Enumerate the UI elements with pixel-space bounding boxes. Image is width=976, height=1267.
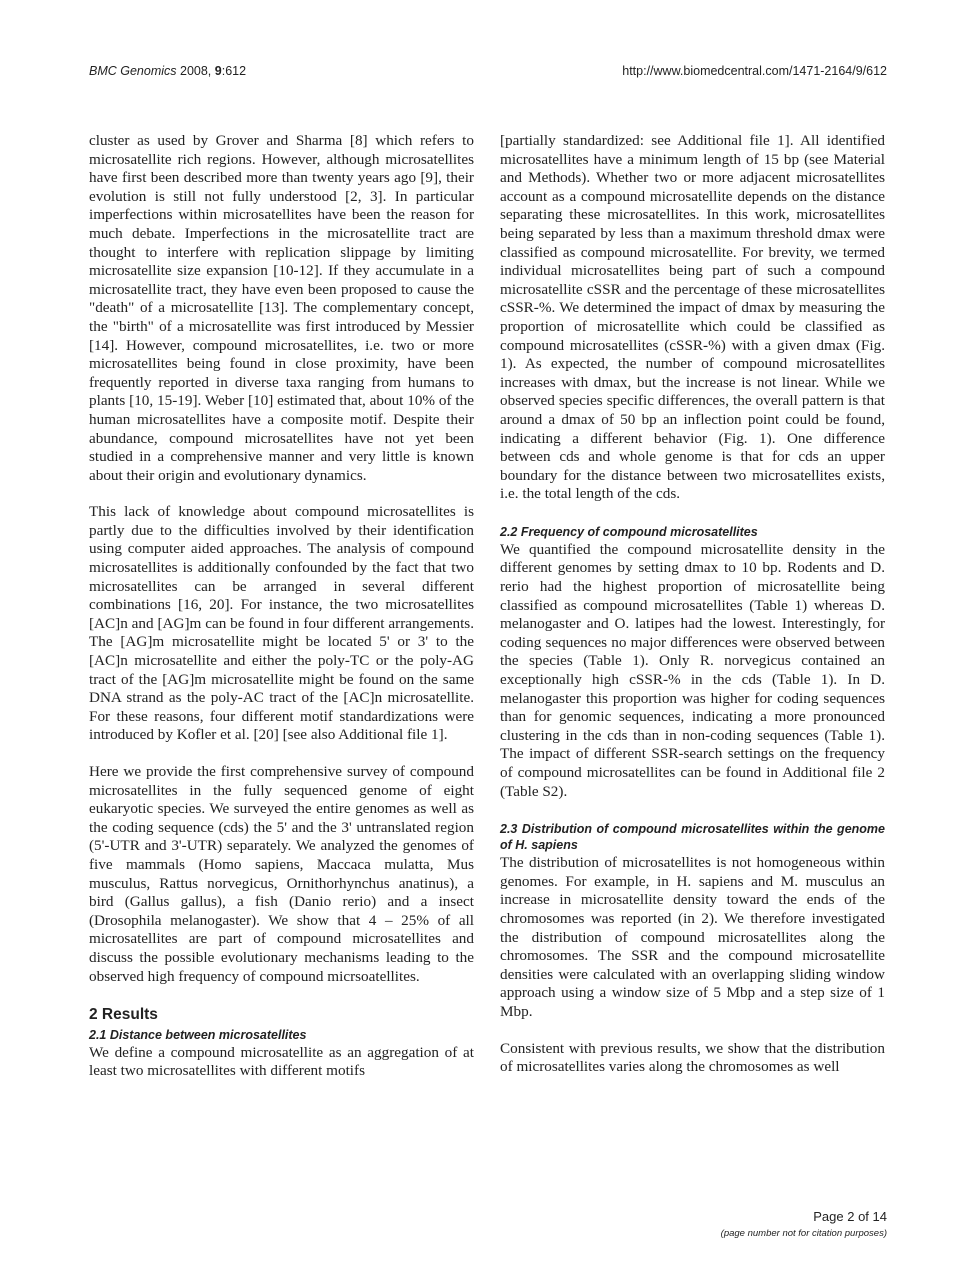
journal-citation	[89, 64, 246, 78]
paragraph: cluster as used by Grover and Sharma [8] which refers to microsatellite rich regions. However, although microsatellites have first been described more than twenty years ago [9], their evolution is still not fully understood [2, 3]. In particular imperfections within microsatellites have been the reason for much debate. Imperfections in the microsatellite tract are thought to interfere with replication slippage by limiting microsatellite size expansion [10-12]. If they accumulate in a microsatellite tract, they have even been proposed to cause the "death" of a microsatellite [13]. The complementary concept, the "birth" of a microsatellite was first introduced by Messier [14]. However, compound microsatellites, i.e. two or more microsatellites being found in close proximity, have been frequently reported in diverse taxa ranging from humans to plants [10, 15-19]. Weber [10] estimated that, about 10% of the human microsatellites have a composite motif. Despite their abundance, compound microsatellites have not yet been studied in a comprehensive manner and very little is known about their origin and evolutionary dynamics.	[89, 132, 474, 484]
citation-note: (page number not for citation purposes)	[720, 1228, 887, 1239]
right-column	[500, 132, 885, 1095]
article-url[interactable]: http://www.biomedcentral.com/1471-2164/9/612	[622, 64, 887, 78]
paragraph: The distribution of microsatellites is not homogeneous within genomes. For example, in H. sapiens and M. musculus an increase in microsatellite density toward the ends of the chromosomes was reported (in 2). We therefore investigated the distribution of compound microsatellites along the chromosomes. The SSR and the compound microsatellite densities were calculated with an overlapping sliding window approach using a window size of 5 Mbp and a step size of 1 Mbp.	[500, 854, 885, 1020]
page-header	[89, 64, 887, 82]
paragraph: We define a compound microsatellite as an aggregation of at least two microsatellites with different motifs	[89, 1043, 474, 1080]
paragraph: We quantified the compound microsatellite density in the different genomes by setting dmax to 10 bp. Rodents and D. rerio had the highest proportion of microsatellite being classified as compound microsatellites (Table 1) whereas D. melanogaster and O. latipes had the lowest. Interestingly, for coding sequences no major differences were observed between the species (Table 1). Only R. norvegicus contained an exceptionally high cSSR-% in the cds (Table 1). In D. melanogaster this proportion was higher for coding sequences than for genomic sequences, indicating a more pronounced clustering in the cds than in non-coding sequences (Table 1). The impact of different SSR-search settings on the frequency of compound microsatellites can be found in Additional file 2 (Table S2).	[500, 540, 885, 800]
section-title-results: 2 Results	[89, 1006, 158, 1024]
page-footer	[721, 1209, 887, 1239]
paragraph: [partially standardized: see Additional file 1]. All identified microsatellites have a minimum length of 15 bp (see Material and Methods). Whether two or more adjacent microsatellites account as a compound microsatellite depends on the distance separating these microsatellites. In this work, microsatellites being separated by less than a maximum threshold dmax were classified as compound microsatellite. For brevity, we termed individual microsatellites being part of such a compound microsatellite cSSR and the percentage of these microsatellites cSSR-%. We determined the impact of dmax by measuring the proportion of microsatellite which could be classified as compound microsatellites (cSSR-%) with a given dmax (Fig. 1). As expected, the number of compound microsatellites increases with dmax, but the increase is not linear. While we observed species specific differences, the overall pattern is that around a dmax of 50 bp an inflection point could be found, indicating a different behavior (Fig. 1). One difference between cds and whole genome is that for cds an upper boundary for the distance between two microsatellites exists, i.e. the total length of the cds.	[500, 132, 885, 503]
journal-name: BMC Genomics	[89, 64, 177, 78]
paragraph: Consistent with previous results, we show that the distribution of microsatellites varies along the chromosomes as well	[500, 1039, 885, 1076]
journal-year: 2008,	[176, 64, 215, 78]
subsection-title: 2.2 Frequency of compound microsatellites	[500, 524, 758, 539]
left-column	[89, 132, 474, 1099]
article-number: :612	[221, 64, 247, 78]
paragraph: This lack of knowledge about compound microsatellites is partly due to the difficulties involved by their identification using computer aided approaches. The analysis of compound microsatellites is additionally confounded by the fact that two microsatellites can be arranged in several different combinations [16, 20]. For instance, the two microsatellites [AC]n and [AG]m can be found in four different arrangements. The [AG]m microsatellite might be located 5' or 3' to the [AC]n microsatellite and either the poly-TC or the poly-AG tract of the [AG]m microsatellite might be found on the same DNA strand as the poly-AC tract of the [AC]n microsatellite. For these reasons, four different motif standardizations were introduced by Kofler et al. [20] [see also Additional file 1].	[89, 503, 474, 744]
page-number: Page 2 of 14	[813, 1209, 887, 1224]
paragraph: Here we provide the first comprehensive survey of compound microsatellites in the fully sequenced genome of eight eukaryotic species. We surveyed the entire genomes as well as the coding sequence (cds) the 5' and the 3' untranslated region (5'-UTR and 3'-UTR) separately. We analyzed the genomes of five mammals (Homo sapiens, Maccaca mulatta, Mus musculus, Rattus norvegicus, Ornithorhynchus anatinus), a bird (Gallus gallus), a fish (Danio rerio) and a insect (Drosophila melanogaster). We show that 4 – 25% of all microsatellites are part of compound microsatellites and discuss the possible evolutionary mechanisms leading to the observed high frequency of compound micrsoatellites.	[89, 763, 474, 985]
subsection-title: 2.3 Distribution of compound microsatellites within the genome of H. sapiens	[500, 822, 885, 853]
journal-volume: 9	[214, 64, 222, 78]
subsection-title: 2.1 Distance between microsatellites	[89, 1027, 307, 1042]
